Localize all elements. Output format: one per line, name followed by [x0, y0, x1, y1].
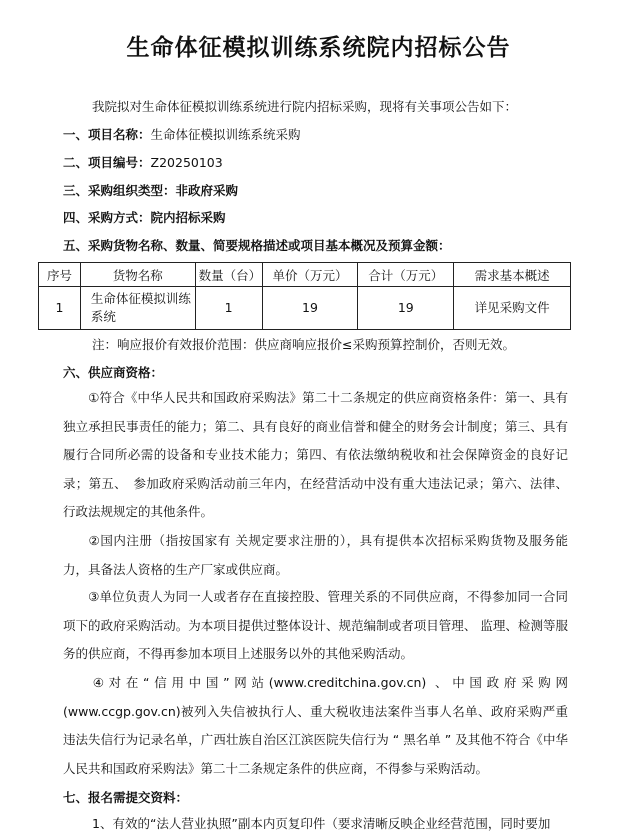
intro-text: 我院拟对生命体征模拟训练系统进行院内招标采购，现将有关事项公告如下： [92, 99, 518, 114]
section-value: 院内招标采购 [150, 210, 226, 225]
section-project-number [63, 154, 223, 172]
section-value: Z20250103 [150, 155, 223, 170]
section-value: 非政府采购 [175, 183, 239, 198]
column-header: 序号 [39, 263, 81, 287]
cell-name: 生命体征模拟训练系统 [80, 287, 195, 330]
price-note: 注：响应报价有效报价范围：供应商响应报价≤采购预算控制价，否则无效。 [92, 337, 515, 352]
section-procurement-method [63, 209, 226, 227]
paragraph-text: ④对在“信用中国”网站(www.creditchina.gov.cn) 、中国政府采购网(www.ccgp.gov.cn)被列入失信被执行人、重大税收违法案件当事人名单、政府采购严重违法失信行为记录名单，广西壮族自治区江滨医院失信行为 “ 黑名单 ” 及其他不符合《中华人民共和国政府采购法》第二十二条规定条件的供应商，不得参与采购活动。 [63, 675, 568, 776]
qualification-4 [63, 669, 568, 783]
paragraph-text: ③单位负责人为同一人或者存在直接控股、管理关系的不同供应商，不得参加同一合同项下的政府采购活动。为本项目提供过整体设计、规范编制或者项目管理、 监理、检测等服务的供应商，不得再参加本项目上述服务以外的其他采购活动。 [63, 589, 568, 662]
goods-table [38, 262, 571, 330]
section-registration-docs: 七、报名需提交资料： [63, 790, 189, 805]
registration-item-1: 1、有效的“法人营业执照”副本内页复印件（要求清晰反映企业经营范围，同时要加 [92, 816, 551, 831]
qualification-1 [63, 384, 568, 527]
column-header: 货物名称 [80, 263, 195, 287]
paragraph-text: ②国内注册（指按国家有 关规定要求注册的），具有提供本次招标采购货物及服务能力，具备法人资格的生产厂家或供应商。 [63, 533, 568, 577]
qualification-2 [63, 527, 568, 584]
section-goods-heading: 五、采购货物名称、数量、简要规格描述或项目基本概况及预算金额： [63, 238, 451, 253]
table-row [39, 287, 571, 330]
paragraph-text: ①符合《中华人民共和国政府采购法》第二十二条规定的供应商资格条件：第一、具有独立承担民事责任的能力；第二、具有良好的商业信誉和健全的财务会计制度；第三、具有履行合同所必需的设备和专业技术能力；第四、有依法缴纳税收和社会保障资金的良好记录；第五、 参加政府采购活动前三年内，在经营活动中没有重大违法记录；第六、法律、行政法规规定的其他条件。 [63, 390, 568, 520]
section-label: 二、项目编号： [63, 155, 151, 170]
section-value: 生命体征模拟训练系统采购 [150, 127, 301, 142]
section-label: 四、采购方式： [63, 210, 151, 225]
page-title: 生命体征模拟训练系统院内招标公告 [126, 35, 511, 61]
section-label: 一、项目名称： [63, 127, 151, 142]
section-supplier-qualification: 六、供应商资格： [63, 365, 164, 380]
cell-total: 19 [358, 287, 454, 330]
cell-qty: 1 [195, 287, 262, 330]
section-org-type [63, 182, 238, 200]
cell-unit-price: 19 [262, 287, 358, 330]
column-header: 单价（万元） [262, 263, 358, 287]
qualification-3 [63, 583, 568, 669]
cell-summary: 详见采购文件 [454, 287, 571, 330]
column-header: 数量（台） [195, 263, 262, 287]
table-header-row [39, 263, 571, 287]
column-header: 合计（万元） [358, 263, 454, 287]
section-label: 三、采购组织类型： [63, 183, 176, 198]
column-header: 需求基本概述 [454, 263, 571, 287]
section-project-name [63, 126, 301, 144]
cell-no: 1 [39, 287, 81, 330]
